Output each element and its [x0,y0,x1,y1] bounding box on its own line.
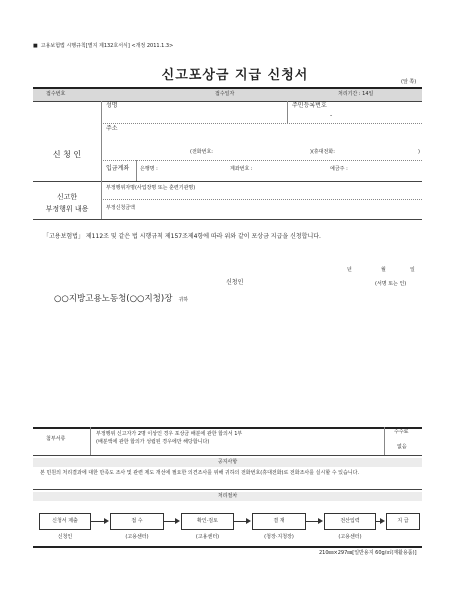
paper-spec: 210㎜×297㎜[일반용지 60g/㎡(재활용품)] [319,550,417,556]
attachments-top [33,427,422,429]
rrn-dash: - [330,112,333,119]
processing-period: 처리기간 : 14일 [338,91,374,97]
recipient-suffix: 귀하 [178,297,189,303]
step-review-box [181,513,234,530]
mobile-label: )(휴대전화: [310,149,335,155]
step-approve-box [252,513,306,530]
step-receive-actor: (고용센터) [125,534,149,540]
attachments-label: 첨부서류 [46,436,66,442]
square-bullet: ■ [33,43,38,49]
report-section-line2: 부정행위 내용 [45,205,89,213]
form-ref-text: 고용보험법 시행규칙[별지 제132호서식] <개정 2011.1.3> [40,43,174,49]
date-day: 일 [410,267,415,273]
recipient-line [54,292,188,304]
statement-text: 「고용보험법」 제112조 및 같은 법 시행규칙 제157조제4항에 따라 위와 같이 포상금 지급을 신청합니다. [43,233,321,240]
amount-label: 부정신청금액 [106,205,135,211]
applicant-section-label: 신 청 인 [52,150,82,159]
applicant-divider [101,101,102,181]
phone-label: (전화번호: [190,149,213,155]
fee-value: 없음 [397,444,407,450]
arrow-1-shaft [91,521,104,522]
step-approve-actor: (청장·지청장) [264,534,294,540]
bank-divider [136,160,137,181]
name-row-bottom [101,123,422,124]
date-year: 년 [347,267,352,273]
page-title: 신고포상금 지급 신청서 [161,68,309,83]
form-reference [33,44,173,50]
step-submit-box [39,513,91,530]
step-approve-label: 결 재 [273,517,285,524]
arrow-3-shaft [234,521,246,522]
address-label: 주소 [106,125,118,132]
offender-label: 부정행위자명(사업장명 또는 훈련기관명) [106,185,196,191]
notice-title: 공지사항 [217,459,238,465]
step-review-actor: (고용센터) [195,534,220,540]
arrow-2-head [175,518,180,524]
report-bottom [33,219,422,220]
mobile-close: ) [418,149,420,155]
arrow-4-head [318,518,323,524]
procedure-bottom [33,546,422,548]
arrow-4-shaft [306,521,318,522]
procedure-title: 처리절차 [217,493,238,499]
name-label: 성명 [106,102,118,109]
step-pay-label: 지 급 [397,517,409,524]
receipt-number-label: 접수번호 [46,91,66,97]
rrn-label: 주민등록번호 [292,102,327,109]
page-side-note: (앞 쪽) [401,79,417,85]
recipient-office: ○○지방고용노동청(○○지청)장 [54,294,173,304]
notice-text: 본 민원의 처리결과에 대한 만족도 조사 및 관련 제도 개선에 필요한 의견조사를 위해 귀하의 전화번호(휴대전화)로 전화조사를 실시할 수 있습니다. [40,470,360,476]
date-month: 월 [381,267,386,273]
step-pay-box [386,513,420,530]
step-input-label: 전산입력 [340,517,360,524]
sign-or-seal: (서명 또는 인) [375,281,407,287]
fee-label: 수수료 [394,429,409,435]
arrow-1-head [104,518,109,524]
offender-row-bottom [101,199,422,200]
attachments-bottom [33,455,422,456]
step-review-label: 확인·검토 [197,517,218,524]
step-submit-actor: 신청인 [57,534,73,540]
name-rrn-divider [287,101,288,123]
attachments-divider-left [90,427,91,455]
arrow-2-shaft [164,521,175,522]
receipt-bottom-border [33,101,422,102]
applicant-bottom [33,181,422,182]
bank-section-label: 입금계좌 [106,165,130,172]
top-border [33,87,422,89]
notice-bottom [33,489,422,490]
address-row-bottom [101,160,422,161]
arrow-3-head [246,518,251,524]
step-input-actor: (고용센터) [338,534,362,540]
account-holder-label: 예금주 : [330,166,348,172]
arrow-5-head [380,518,385,524]
bank-name-label: 은행명 : [140,166,158,172]
receipt-date-label: 접수일자 [215,91,235,97]
step-input-box [324,513,376,530]
report-section-line1: 신고한 [56,193,78,201]
applicant-sign-label: 신청인 [226,279,244,286]
step-receive-label: 접 수 [131,517,143,524]
step-submit-label: 신청서 제출 [52,517,78,524]
step-receive-box [110,513,164,530]
attachment-item-2: (배분액에 관한 합의가 성립된 경우에만 해당합니다) [96,439,210,445]
report-divider [101,181,102,219]
attachments-divider-right [384,427,385,455]
account-number-label: 계좌번호 : [230,166,253,172]
attachment-item-1: 부정행위 신고자가 2명 이상인 경우 포상금 배분에 관한 합의서 1부 [96,431,243,437]
